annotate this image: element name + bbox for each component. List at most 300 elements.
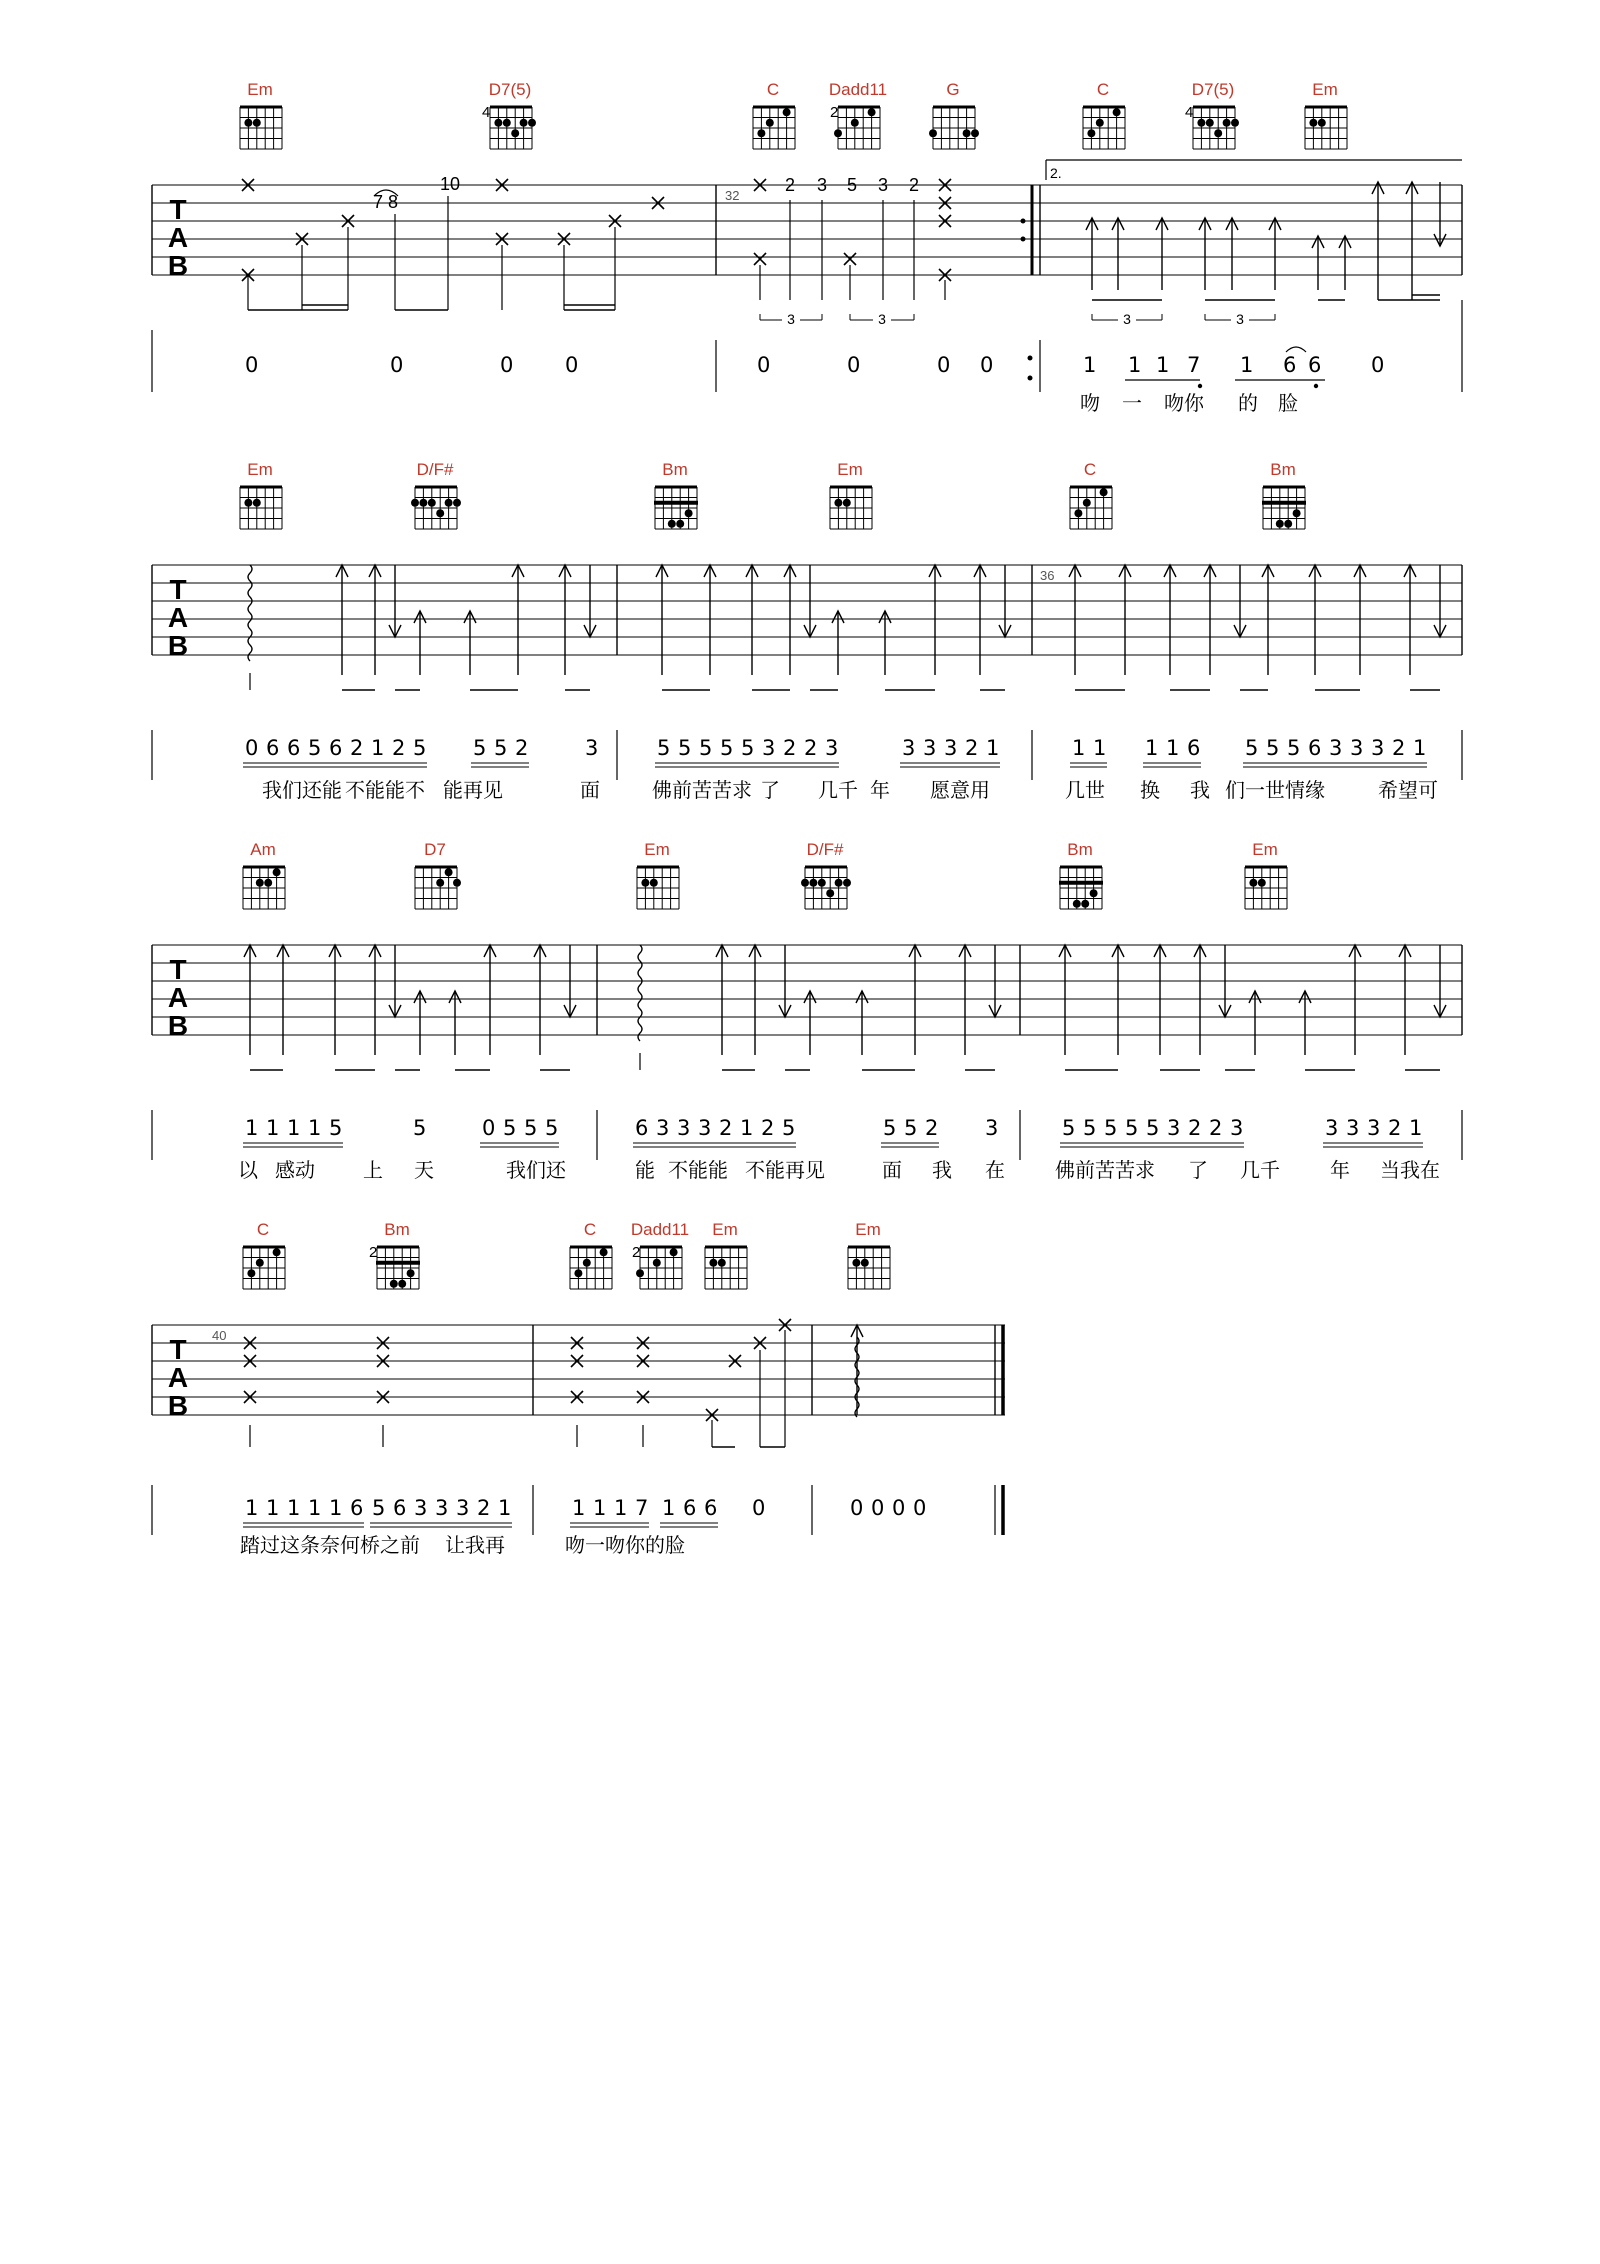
jianpu-note: 5 bbox=[1245, 736, 1259, 760]
chord-dot bbox=[843, 499, 851, 507]
jianpu-note: 0 bbox=[913, 1496, 927, 1520]
strum-up-arrow bbox=[244, 945, 256, 1055]
strum-up-arrow bbox=[1406, 182, 1418, 300]
strum-up-arrow bbox=[1399, 945, 1411, 1055]
chord-diagram bbox=[753, 80, 795, 149]
strum-up-arrow bbox=[974, 565, 986, 675]
chord-dot bbox=[1249, 879, 1257, 887]
lyric-text: 吻一吻你的脸 bbox=[565, 1533, 685, 1557]
jianpu-note: 3 bbox=[1325, 1116, 1339, 1140]
lyric-text: 换 bbox=[1140, 778, 1160, 802]
chord-name: Am bbox=[250, 840, 276, 859]
jianpu-note: 5 bbox=[699, 736, 713, 760]
jianpu-note: 5 bbox=[904, 1116, 918, 1140]
chord-name: C bbox=[1083, 460, 1097, 479]
jianpu-note: 2 bbox=[761, 1116, 775, 1140]
lyric-text: 能 bbox=[635, 1158, 655, 1182]
lyric-text: 几千 bbox=[1240, 1158, 1280, 1182]
chord-dot bbox=[1293, 509, 1301, 517]
jianpu-note: 5 bbox=[545, 1116, 559, 1140]
chord-name: Dadd11 bbox=[828, 80, 888, 99]
jianpu-note: 1 bbox=[308, 1116, 322, 1140]
jianpu-note: 3 bbox=[1367, 1116, 1381, 1140]
chord-dot bbox=[861, 1259, 869, 1267]
chord-dot bbox=[809, 879, 817, 887]
strum-up-arrow bbox=[1119, 565, 1131, 675]
jianpu-note: 1 bbox=[245, 1116, 259, 1140]
strum-up-arrow bbox=[1059, 945, 1071, 1055]
jianpu-note: 5 bbox=[1062, 1116, 1076, 1140]
strum-up-arrow bbox=[369, 945, 381, 1055]
strum-up-arrow bbox=[1349, 945, 1361, 1055]
jianpu-note: 6 bbox=[1308, 353, 1322, 377]
chord-dot bbox=[244, 119, 252, 127]
strum-up-arrow bbox=[336, 565, 348, 675]
chord-name: Em bbox=[855, 1220, 881, 1239]
chord-fret-number: 2 bbox=[632, 1244, 641, 1261]
jianpu-note: 1 bbox=[371, 736, 385, 760]
chord-dot bbox=[398, 1280, 406, 1288]
tab-letter-b: B bbox=[167, 1010, 189, 1041]
chord-diagram bbox=[1262, 460, 1306, 529]
lyric-text: 不能再见 bbox=[745, 1158, 825, 1182]
jianpu-note: 5 bbox=[657, 736, 671, 760]
repeat-dot bbox=[1021, 237, 1026, 242]
jianpu-note: 5 bbox=[1266, 736, 1280, 760]
strum-up-arrow bbox=[369, 565, 381, 675]
chord-dot bbox=[436, 509, 444, 517]
strum-up-arrow bbox=[449, 991, 461, 1055]
strum-up-arrow bbox=[1269, 218, 1281, 290]
chord-diagram bbox=[570, 1220, 612, 1289]
chord-diagram bbox=[637, 840, 679, 909]
strum-up-arrow bbox=[1069, 565, 1081, 675]
tab-fret-number: 8 bbox=[387, 192, 399, 212]
jianpu-note: 6 bbox=[266, 736, 280, 760]
strum-up-arrow bbox=[1404, 565, 1416, 675]
strum-up-arrow bbox=[1372, 182, 1384, 300]
strum-up-arrow bbox=[1226, 218, 1238, 290]
lyric-text: 吻 bbox=[1080, 391, 1100, 415]
chord-dot bbox=[1096, 119, 1104, 127]
chord-dot bbox=[1231, 119, 1239, 127]
jianpu-note: 3 bbox=[1350, 736, 1364, 760]
jianpu-note: 3 bbox=[1167, 1116, 1181, 1140]
jianpu-note: 0 bbox=[980, 353, 994, 377]
chord-diagram bbox=[829, 80, 887, 149]
strum-up-arrow bbox=[879, 611, 891, 675]
jianpu-note: 2 bbox=[719, 1116, 733, 1140]
jianpu-note: 2 bbox=[477, 1496, 491, 1520]
jianpu-note: 1 bbox=[1166, 736, 1180, 760]
strum-up-arrow bbox=[1086, 218, 1098, 290]
strum-up-arrow bbox=[1199, 218, 1211, 290]
chord-dot bbox=[1074, 509, 1082, 517]
strum-up-arrow bbox=[414, 611, 426, 675]
chord-dot bbox=[718, 1259, 726, 1267]
jianpu-note: 1 bbox=[498, 1496, 512, 1520]
chord-dot bbox=[273, 868, 281, 876]
chord-dot bbox=[834, 129, 842, 137]
lyric-text: 以 bbox=[238, 1158, 258, 1182]
lyric-text: 面 bbox=[882, 1158, 902, 1182]
jianpu-note: 3 bbox=[825, 736, 839, 760]
chord-name: C bbox=[583, 1220, 597, 1239]
strum-up-arrow bbox=[909, 945, 921, 1055]
jianpu-note: 5 bbox=[308, 736, 322, 760]
strum-up-arrow bbox=[1154, 945, 1166, 1055]
jianpu-note: 0 bbox=[850, 1496, 864, 1520]
chord-dot bbox=[783, 108, 791, 116]
lyric-text: 佛前苦苦求 bbox=[652, 778, 752, 802]
jianpu-note: 2 bbox=[1392, 736, 1406, 760]
chord-dot bbox=[256, 1259, 264, 1267]
arpeggio-wavy-line bbox=[638, 945, 642, 1041]
chord-dot bbox=[851, 119, 859, 127]
chord-dot bbox=[407, 1269, 415, 1277]
chord-name: Bm bbox=[384, 1220, 410, 1239]
jianpu-note: 1 bbox=[1409, 1116, 1423, 1140]
chord-diagram bbox=[415, 840, 461, 909]
tab-fret-number: 3 bbox=[816, 175, 828, 195]
chord-dot bbox=[676, 520, 684, 528]
jianpu-note: 3 bbox=[762, 736, 776, 760]
jianpu-note: 3 bbox=[414, 1496, 428, 1520]
chord-dot bbox=[1214, 129, 1222, 137]
chord-name: D7 bbox=[424, 840, 446, 859]
jianpu-note: 3 bbox=[902, 736, 916, 760]
chord-name: Em bbox=[837, 460, 863, 479]
chord-diagram bbox=[801, 840, 851, 909]
chord-dot bbox=[766, 119, 774, 127]
chord-dot bbox=[834, 499, 842, 507]
chord-dot bbox=[1081, 900, 1089, 908]
chord-barre bbox=[376, 1261, 420, 1265]
jianpu-note: 6 bbox=[635, 1116, 649, 1140]
jianpu-note: 1 bbox=[1240, 353, 1254, 377]
tie-arc bbox=[1286, 347, 1306, 352]
strum-up-arrow bbox=[512, 565, 524, 675]
strum-up-arrow bbox=[329, 945, 341, 1055]
tab-staff bbox=[152, 1325, 1005, 1421]
strum-up-arrow bbox=[1112, 218, 1124, 290]
jianpu-note: 0 bbox=[500, 353, 514, 377]
jianpu-note: 1 bbox=[1413, 736, 1427, 760]
tab-staff bbox=[152, 945, 1462, 1041]
jianpu-note: 5 bbox=[782, 1116, 796, 1140]
jianpu-note: 5 bbox=[678, 736, 692, 760]
chord-diagram bbox=[243, 1220, 285, 1289]
tuplet-number: 3 bbox=[1236, 311, 1244, 327]
chord-diagram bbox=[411, 460, 461, 529]
jianpu-note: 2 bbox=[515, 736, 529, 760]
strum-up-arrow bbox=[929, 565, 941, 675]
jianpu-note: 1 bbox=[287, 1116, 301, 1140]
chord-dot bbox=[843, 879, 851, 887]
lyric-text: 在 bbox=[985, 1158, 1005, 1182]
chord-name: D7(5) bbox=[488, 80, 532, 99]
jianpu-note: 3 bbox=[677, 1116, 691, 1140]
jianpu-note: 2 bbox=[392, 736, 406, 760]
chord-dot bbox=[419, 499, 427, 507]
jianpu-note: 6 bbox=[683, 1496, 697, 1520]
chord-barre bbox=[1059, 881, 1103, 885]
chord-dot bbox=[709, 1259, 717, 1267]
lyric-text: 了 bbox=[760, 778, 780, 802]
chord-dot bbox=[253, 119, 261, 127]
lyric-text: 的 bbox=[1238, 391, 1258, 415]
tab-fret-number: 2 bbox=[908, 175, 920, 195]
jianpu-note: 1 bbox=[1156, 353, 1170, 377]
jianpu-note: 5 bbox=[1125, 1116, 1139, 1140]
lyric-text: 我 bbox=[1190, 778, 1210, 802]
chord-dot bbox=[818, 879, 826, 887]
x-note-mark bbox=[844, 253, 856, 265]
tab-letter-t: T bbox=[169, 954, 187, 985]
strum-up-arrow bbox=[1194, 945, 1206, 1055]
lyric-text: 几世 bbox=[1065, 778, 1105, 802]
lyric-text: 让我再 bbox=[445, 1533, 505, 1557]
chord-diagram bbox=[1059, 840, 1103, 909]
tab-letter-b: B bbox=[167, 250, 189, 281]
jianpu-note: 3 bbox=[698, 1116, 712, 1140]
jianpu-note: 1 bbox=[1145, 736, 1159, 760]
chord-diagram bbox=[1070, 460, 1112, 529]
strum-up-arrow bbox=[1156, 218, 1168, 290]
jianpu-note: 3 bbox=[985, 1116, 999, 1140]
lyric-text: 希望可 bbox=[1378, 778, 1438, 802]
chord-dot bbox=[1223, 119, 1231, 127]
chord-dot bbox=[411, 499, 419, 507]
tab-fret-number: 10 bbox=[439, 174, 461, 194]
jianpu-note: 1 bbox=[1093, 736, 1107, 760]
jianpu-note: 5 bbox=[372, 1496, 386, 1520]
measure-number: 36 bbox=[1040, 568, 1055, 583]
x-note-mark bbox=[754, 253, 766, 265]
tab-letter-a: A bbox=[167, 222, 189, 253]
jianpu-note: 5 bbox=[494, 736, 508, 760]
chord-fret-number: 4 bbox=[1185, 104, 1194, 121]
jianpu-note: 5 bbox=[1146, 1116, 1160, 1140]
jianpu-note: 3 bbox=[1346, 1116, 1360, 1140]
chord-dot bbox=[453, 879, 461, 887]
jianpu-note: 6 bbox=[329, 736, 343, 760]
lyric-text: 不能能 bbox=[668, 1158, 728, 1182]
strum-down-arrow bbox=[1434, 182, 1446, 246]
jianpu-note: 5 bbox=[1104, 1116, 1118, 1140]
jianpu-note: 1 bbox=[572, 1496, 586, 1520]
strum-up-arrow bbox=[1339, 236, 1351, 290]
chord-name: Bm bbox=[1270, 460, 1296, 479]
jianpu-note: 5 bbox=[741, 736, 755, 760]
repeat-dot bbox=[1021, 219, 1026, 224]
volta-label: 2. bbox=[1050, 165, 1062, 181]
jianpu-note: 1 bbox=[329, 1496, 343, 1520]
jianpu-note: 1 bbox=[593, 1496, 607, 1520]
chord-dot bbox=[503, 119, 511, 127]
chord-name: Bm bbox=[1067, 840, 1093, 859]
tab-fret-number: 7 bbox=[372, 192, 384, 212]
jianpu-note: 0 bbox=[937, 353, 951, 377]
chord-diagram bbox=[929, 80, 979, 149]
chord-dot bbox=[852, 1259, 860, 1267]
tab-fret-number: 3 bbox=[877, 175, 889, 195]
jianpu-dot bbox=[1198, 384, 1202, 388]
jianpu-note: 2 bbox=[1388, 1116, 1402, 1140]
lyric-text: 我们还能 bbox=[262, 778, 342, 802]
chord-dot bbox=[1206, 119, 1214, 127]
chord-dot bbox=[835, 879, 843, 887]
jianpu-note: 1 bbox=[1072, 736, 1086, 760]
lyric-text: 年 bbox=[870, 778, 890, 802]
jianpu-note: 3 bbox=[435, 1496, 449, 1520]
jianpu-note: 0 bbox=[892, 1496, 906, 1520]
jianpu-note: 3 bbox=[1371, 736, 1385, 760]
strum-up-arrow bbox=[1354, 565, 1366, 675]
jianpu-note: 2 bbox=[925, 1116, 939, 1140]
strum-up-arrow bbox=[464, 611, 476, 675]
chord-dot bbox=[1258, 879, 1266, 887]
jianpu-note: 1 bbox=[740, 1116, 754, 1140]
jianpu-note: 0 bbox=[752, 1496, 766, 1520]
chord-diagram bbox=[1245, 840, 1287, 909]
chord-dot bbox=[247, 1269, 255, 1277]
chord-diagram bbox=[369, 1220, 420, 1289]
chord-dot bbox=[390, 1280, 398, 1288]
strum-up-arrow bbox=[1309, 565, 1321, 675]
strum-up-arrow bbox=[1164, 565, 1176, 675]
chord-dot bbox=[1276, 520, 1284, 528]
tab-staff bbox=[152, 565, 1462, 661]
lyric-text: 佛前苦苦求 bbox=[1055, 1158, 1155, 1182]
chord-dot bbox=[244, 499, 252, 507]
chord-name: D/F# bbox=[416, 460, 454, 479]
chord-dot bbox=[511, 129, 519, 137]
chord-name: C bbox=[1096, 80, 1110, 99]
chord-dot bbox=[428, 499, 436, 507]
chord-diagram bbox=[240, 460, 282, 529]
chord-name: Em bbox=[247, 80, 273, 99]
chord-name: Bm bbox=[662, 460, 688, 479]
jianpu-note: 2 bbox=[783, 736, 797, 760]
strum-up-arrow bbox=[656, 565, 668, 675]
chord-diagram bbox=[240, 80, 282, 149]
jianpu-note: 5 bbox=[1287, 736, 1301, 760]
lyric-text: 了 bbox=[1188, 1158, 1208, 1182]
chord-dot bbox=[757, 129, 765, 137]
chord-dot bbox=[494, 119, 502, 127]
jianpu-note: 2 bbox=[350, 736, 364, 760]
jianpu-note: 5 bbox=[473, 736, 487, 760]
chord-dot bbox=[668, 520, 676, 528]
jianpu-note: 1 bbox=[1083, 353, 1097, 377]
measure-number: 40 bbox=[212, 1328, 227, 1343]
jianpu-note: 6 bbox=[1187, 736, 1201, 760]
chord-dot bbox=[650, 879, 658, 887]
jianpu-note: 2 bbox=[965, 736, 979, 760]
lyric-text: 上 bbox=[363, 1158, 383, 1182]
chord-name: Em bbox=[644, 840, 670, 859]
lyric-text: 天 bbox=[414, 1158, 434, 1182]
jianpu-note: 6 bbox=[1308, 736, 1322, 760]
system-3 bbox=[152, 840, 1462, 1182]
lyric-text: 愿意用 bbox=[930, 778, 990, 802]
chord-dot bbox=[445, 499, 453, 507]
chord-dot bbox=[453, 499, 461, 507]
system-4 bbox=[152, 1220, 1005, 1557]
jianpu-note: 0 bbox=[847, 353, 861, 377]
tab-letter-b: B bbox=[167, 1390, 189, 1421]
strum-up-arrow bbox=[746, 565, 758, 675]
lyric-text: 们一世情缘 bbox=[1225, 778, 1325, 802]
jianpu-note: 5 bbox=[524, 1116, 538, 1140]
strum-up-arrow bbox=[804, 991, 816, 1055]
chord-dot bbox=[670, 1248, 678, 1256]
jianpu-note: 0 bbox=[245, 736, 259, 760]
chord-diagram bbox=[654, 460, 698, 529]
tab-fret-number: 5 bbox=[846, 175, 858, 195]
jianpu-note: 0 bbox=[871, 1496, 885, 1520]
lyric-text: 年 bbox=[1330, 1158, 1350, 1182]
lyric-text: 当我在 bbox=[1380, 1158, 1440, 1182]
jianpu-note: 1 bbox=[266, 1116, 280, 1140]
chord-dot bbox=[264, 879, 272, 887]
jianpu-note: 1 bbox=[986, 736, 1000, 760]
chord-dot bbox=[256, 879, 264, 887]
jianpu-note: 0 bbox=[390, 353, 404, 377]
chord-fret-number: 2 bbox=[369, 1244, 378, 1261]
chord-dot bbox=[273, 1248, 281, 1256]
jianpu-note: 5 bbox=[883, 1116, 897, 1140]
jianpu-note: 6 bbox=[704, 1496, 718, 1520]
strum-up-arrow bbox=[1299, 991, 1311, 1055]
strum-up-arrow bbox=[277, 945, 289, 1055]
jianpu-note: 1 bbox=[266, 1496, 280, 1520]
jianpu-note: 5 bbox=[413, 1116, 427, 1140]
chord-dot bbox=[929, 129, 937, 137]
chord-diagram bbox=[1305, 80, 1347, 149]
tuplet-number: 3 bbox=[1123, 311, 1131, 327]
chord-fret-number: 4 bbox=[482, 104, 491, 121]
chord-diagram bbox=[243, 840, 285, 909]
chord-dot bbox=[1100, 488, 1108, 496]
jianpu-note: 0 bbox=[1371, 353, 1385, 377]
jianpu-note: 3 bbox=[1230, 1116, 1244, 1140]
jianpu-note: 5 bbox=[503, 1116, 517, 1140]
jianpu-note: 0 bbox=[245, 353, 259, 377]
strum-up-arrow bbox=[959, 945, 971, 1055]
tab-letter-t: T bbox=[169, 194, 187, 225]
jianpu-note: 6 bbox=[1283, 353, 1297, 377]
jianpu-note: 0 bbox=[565, 353, 579, 377]
chord-dot bbox=[801, 879, 809, 887]
tuplet-number: 3 bbox=[787, 311, 795, 327]
jianpu-note: 3 bbox=[1329, 736, 1343, 760]
system-1 bbox=[152, 80, 1462, 415]
jianpu-note: 3 bbox=[585, 736, 599, 760]
tuplet-number: 3 bbox=[878, 311, 886, 327]
strum-up-arrow bbox=[534, 945, 546, 1055]
jianpu-note: 2 bbox=[804, 736, 818, 760]
jianpu-note: 3 bbox=[923, 736, 937, 760]
strum-up-arrow bbox=[832, 611, 844, 675]
jianpu-note: 5 bbox=[329, 1116, 343, 1140]
chord-diagram bbox=[705, 1220, 747, 1289]
jianpu-note: 5 bbox=[720, 736, 734, 760]
jianpu-note: 6 bbox=[393, 1496, 407, 1520]
chord-name: G bbox=[946, 80, 960, 99]
chord-fret-number: 2 bbox=[830, 104, 839, 121]
